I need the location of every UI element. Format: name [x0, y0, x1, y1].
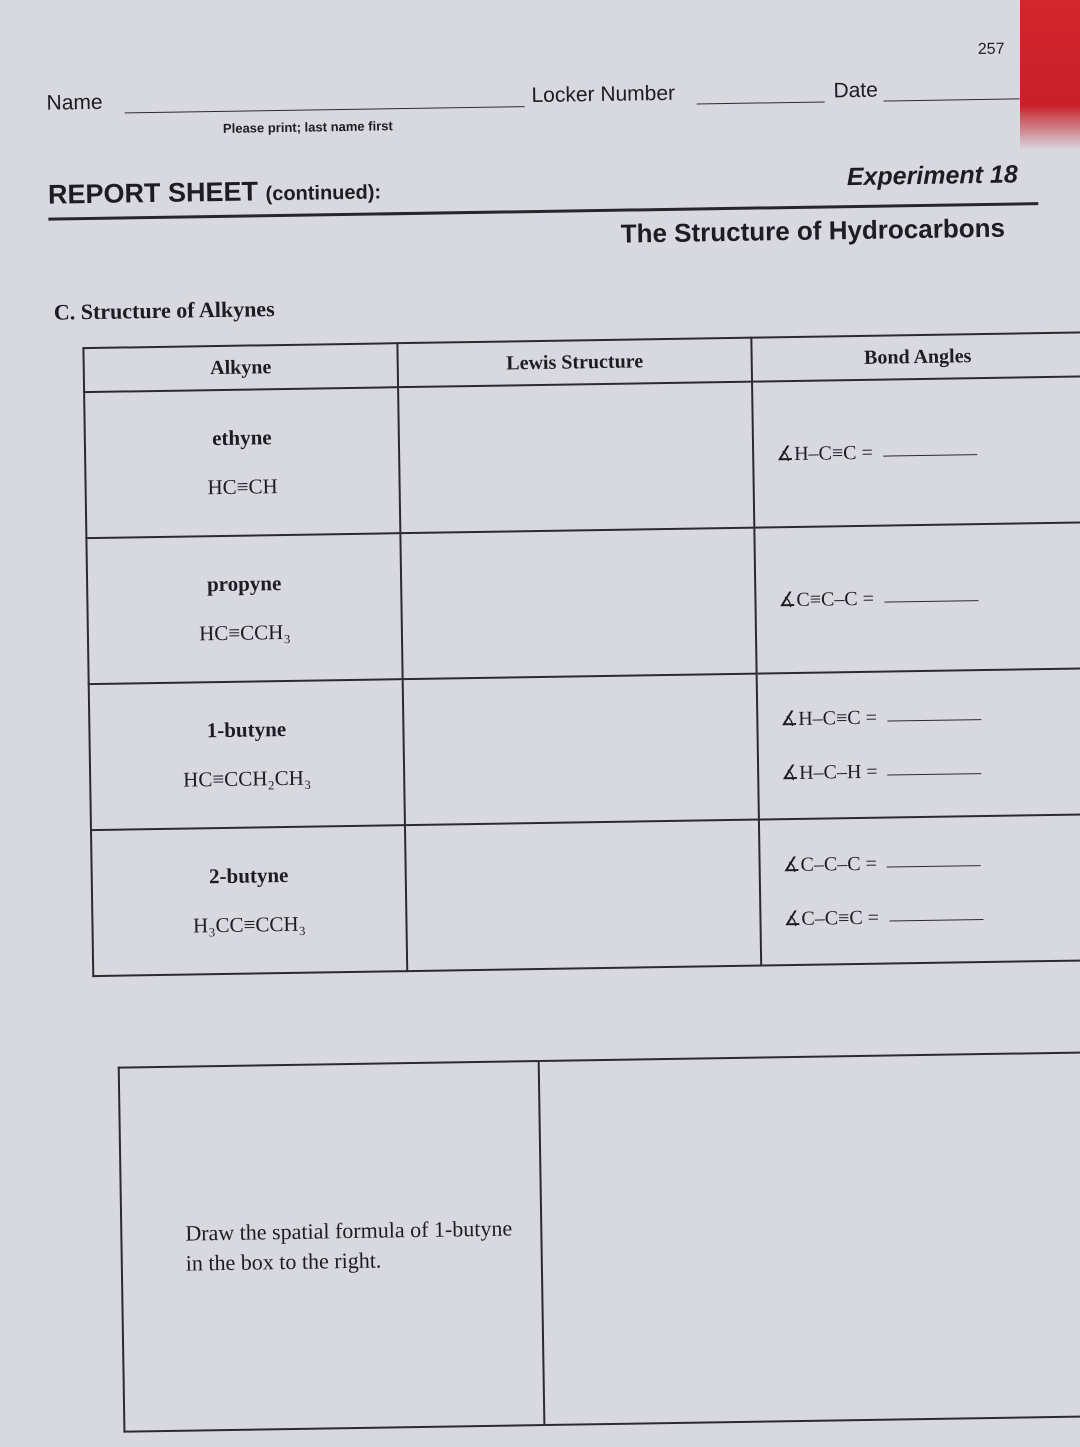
section-heading: C. Structure of Alkynes: [53, 296, 275, 325]
spatial-formula-table: [118, 1051, 1080, 1433]
alkyne-cell: [91, 825, 407, 976]
answer-blank[interactable]: [884, 600, 978, 602]
alkyne-table: [82, 331, 1080, 977]
bond-angle-label: ∡C–C≡C =: [783, 906, 880, 931]
page-number: 257: [977, 40, 1005, 59]
bond-angles-cell: [759, 814, 1080, 965]
answer-blank[interactable]: [889, 919, 983, 921]
alkyne-formula: HC≡CCH₃: [198, 619, 291, 646]
name-label: Name: [46, 90, 103, 115]
table-row: [119, 1052, 1080, 1432]
bond-angle-label: ∡C–C–C =: [782, 852, 878, 877]
experiment-subtitle: The Structure of Hydrocarbons: [620, 212, 1006, 249]
answer-blank[interactable]: [887, 719, 981, 721]
table-row: [84, 376, 1080, 538]
alkyne-cell: [86, 533, 402, 684]
date-label: Date: [833, 78, 879, 103]
bond-angle-label: ∡C≡C–C =: [778, 587, 875, 612]
alkyne-name: 1-butyne: [206, 716, 287, 743]
date-field-line[interactable]: [884, 98, 1020, 101]
bond-angles-cell: [754, 522, 1080, 673]
name-field-line[interactable]: [125, 106, 525, 113]
experiment-label: Experiment 18: [846, 160, 1018, 192]
bond-angle-label: ∡H–C–H =: [781, 760, 878, 785]
column-header-bond-angles: Bond Angles: [751, 332, 1080, 381]
bond-angle-item: [782, 833, 1080, 892]
lewis-structure-cell[interactable]: [398, 382, 754, 534]
answer-blank[interactable]: [888, 773, 982, 775]
answer-blank[interactable]: [883, 454, 977, 456]
table-row: [91, 814, 1080, 976]
alkyne-name: 2-butyne: [208, 862, 289, 889]
alkyne-formula: HC≡CH: [207, 474, 278, 500]
column-header-alkyne: Alkyne: [83, 343, 398, 392]
bond-angle-label: ∡H–C≡C =: [780, 706, 878, 731]
column-header-lewis-structure: Lewis Structure: [397, 338, 752, 388]
answer-blank[interactable]: [887, 865, 981, 867]
alkyne-cell: [84, 387, 400, 538]
alkyne-formula: H₃CC≡CCH₃: [192, 911, 307, 938]
report-title-suffix: (continued):: [265, 181, 382, 206]
report-title-main: REPORT SHEET: [47, 176, 259, 210]
alkyne-cell: [89, 679, 405, 830]
drawing-instruction: Draw the spatial formula of 1-butyne in the box to the right.: [185, 1215, 513, 1276]
bond-angle-item: [776, 422, 1080, 481]
alkyne-name: ethyne: [211, 425, 272, 451]
instruction-cell: [119, 1061, 545, 1432]
alkyne-name: propyne: [206, 571, 282, 597]
locker-number-label: Locker Number: [531, 81, 676, 108]
locker-number-field-line[interactable]: [697, 101, 825, 104]
lewis-structure-cell[interactable]: [403, 674, 759, 826]
bond-angles-cell: [757, 668, 1080, 819]
bond-angle-item: [783, 887, 1080, 946]
table-row: [86, 522, 1080, 684]
lewis-structure-cell[interactable]: [405, 820, 761, 972]
report-title: [48, 174, 382, 210]
bond-angles-cell: [752, 376, 1080, 527]
bond-angle-item: [781, 741, 1080, 800]
table-row: [89, 668, 1080, 830]
alkyne-formula: HC≡CCH₂CH₃: [183, 765, 312, 792]
drawing-box[interactable]: [539, 1052, 1080, 1425]
bond-angle-item: [780, 687, 1080, 746]
lewis-structure-cell[interactable]: [400, 528, 756, 680]
bond-angle-label: ∡H–C≡C =: [775, 441, 873, 466]
name-hint: Please print; last name first: [222, 118, 393, 136]
bond-angle-item: [778, 568, 1080, 627]
